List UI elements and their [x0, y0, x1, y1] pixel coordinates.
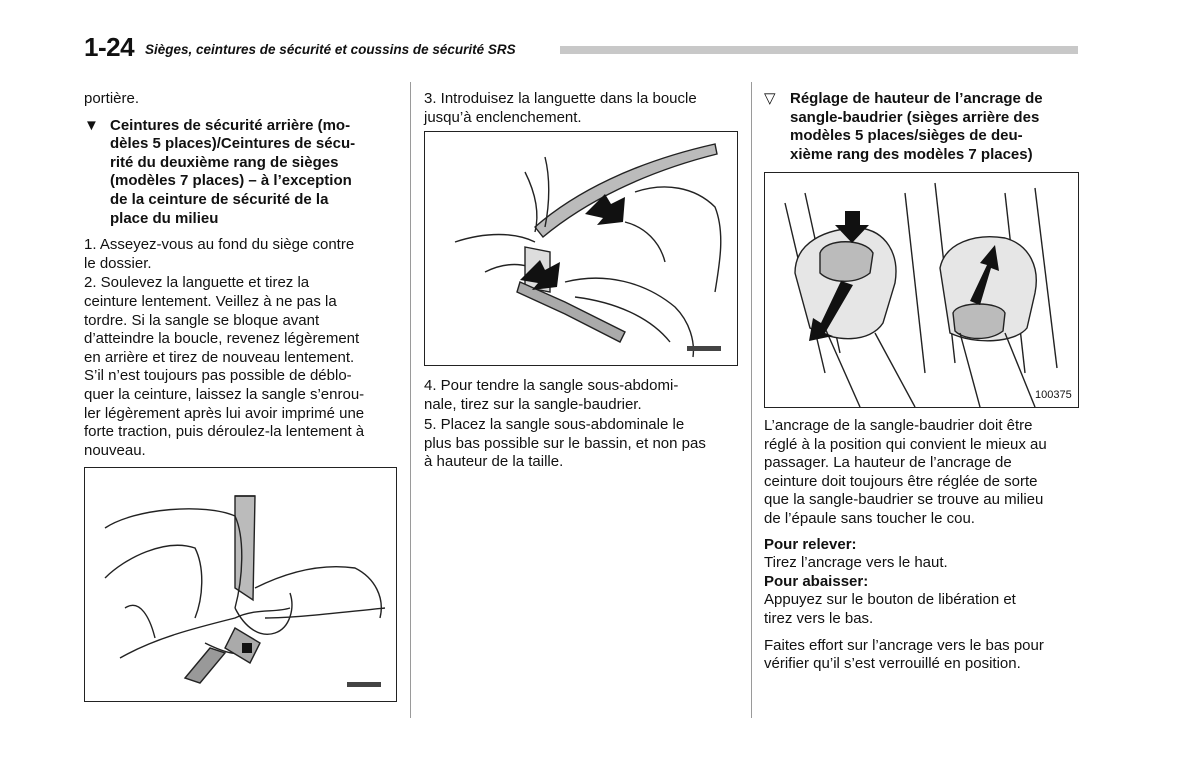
anchor-adjust-heading	[764, 90, 1080, 164]
column-2-lower	[424, 377, 738, 472]
text-line: que la sangle-baudrier se trouve au milieu	[764, 491, 1044, 509]
anchor-adjust-drawing	[765, 173, 1078, 407]
figure-code-mark	[687, 346, 721, 351]
text-line: Appuyez sur le bouton de libération et	[764, 591, 1016, 609]
text-line: 3. Introduisez la languette dans la boucle	[424, 90, 697, 107]
heading-line: xième rang des modèles 7 places)	[790, 145, 1033, 163]
text-line: forte traction, puis déroulez-la lentement à	[84, 423, 365, 441]
text-line: ceinture lentement. Veillez à ne pas la	[84, 292, 337, 310]
belt-pull-drawing	[85, 468, 396, 701]
step-5	[424, 416, 738, 472]
text-line: 1. Asseyez-vous au fond du siège contre	[84, 236, 355, 254]
illustration-inserting-tongue	[424, 131, 738, 366]
heading-line: de la ceinture de sécurité de la	[110, 190, 329, 208]
text-line: ceinture doit toujours être réglée de sorte	[764, 472, 1038, 490]
text-line: passager. La hauteur de l’ancrage de	[764, 454, 1012, 472]
heading-line: place du milieu	[110, 209, 219, 227]
section-title: Sièges, ceintures de sécurité et coussins de sécurité SRS	[145, 42, 516, 57]
final-check	[764, 637, 1080, 674]
illustration-pulling-belt	[84, 467, 397, 702]
anchor-paragraph	[764, 417, 1080, 529]
text-line: jusqu’à enclenchement.	[424, 108, 582, 126]
text-line: réglé à la position qui convient le mieux au	[764, 435, 1047, 453]
text-line: 4. Pour tendre la sangle sous-abdomi-	[424, 377, 679, 394]
text-line: de l’épaule sans toucher le cou.	[764, 509, 975, 527]
text-line: ler légèrement après lui avoir imprimé une	[84, 404, 365, 422]
text-line: nale, tirez sur la sangle-baudrier.	[424, 395, 642, 413]
text-line: d’atteindre la boucle, revenez légèrement	[84, 330, 360, 348]
figure-code: 100375	[1035, 389, 1072, 401]
step-2	[84, 274, 396, 460]
text-line: en arrière et tirez de nouveau lentement.	[84, 348, 355, 366]
step-4	[424, 377, 738, 414]
heading-line: modèles 5 places/sièges de deu-	[790, 127, 1023, 145]
rear-belts-heading	[84, 117, 396, 229]
text-line: tordre. Si la sangle se bloque avant	[84, 311, 320, 329]
column-3	[764, 90, 1080, 164]
heading-line: sangle-baudrier (sièges arrière des	[790, 108, 1040, 126]
lower-label: Pour abaisser:	[764, 572, 869, 590]
heading-line: rité du deuxième rang de sièges	[110, 153, 339, 171]
text-line: S’il n’est toujours pas possible de déblo-	[84, 367, 352, 385]
column-1	[84, 90, 396, 460]
text-line: 5. Placez la sangle sous-abdominale le	[424, 416, 685, 434]
page-number: 1-24	[84, 32, 135, 62]
column-divider-1	[410, 82, 411, 718]
illustration-anchor-adjustment	[764, 172, 1079, 408]
text-line: plus bas possible sur le bassin, et non pas	[424, 434, 706, 452]
text-line: le dossier.	[84, 254, 152, 272]
text-line: vérifier qu’il s’est verrouillé en position.	[764, 655, 1021, 673]
column-3-lower	[764, 417, 1080, 674]
raise-label: Pour relever:	[764, 535, 857, 553]
text-line: Faites effort sur l’ancrage vers le bas pour	[764, 636, 1044, 654]
step-3	[424, 90, 738, 127]
raise-text: Tirez l’ancrage vers le haut.	[764, 554, 948, 572]
text-line: L’ancrage de la sangle-baudrier doit être	[764, 417, 1033, 434]
buckle-button	[242, 643, 252, 653]
column-divider-2	[751, 82, 752, 718]
heading-line: Réglage de hauteur de l’ancrage de	[790, 90, 1043, 107]
tongue-insert-drawing	[425, 132, 737, 365]
text-line: à hauteur de la taille.	[424, 453, 564, 471]
filled-triangle-icon: ▼	[84, 116, 99, 134]
continuation-text: portière.	[84, 90, 140, 107]
heading-line: Ceintures de sécurité arrière (mo-	[110, 116, 351, 134]
lower-text	[764, 591, 1080, 628]
outline-triangle-icon: ▽	[764, 90, 776, 107]
figure-code-mark	[347, 682, 381, 687]
text-line: nouveau.	[84, 441, 146, 459]
heading-line: dèles 5 places)/Ceintures de sécu-	[110, 135, 356, 153]
text-line: quer la ceinture, laissez la sangle s’enrou-	[84, 385, 365, 403]
header-rule	[560, 46, 1078, 54]
column-2	[424, 90, 738, 127]
text-line: 2. Soulevez la languette et tirez la	[84, 274, 310, 292]
heading-line: (modèles 7 places) – à l’exception	[110, 172, 352, 190]
text-line: tirez vers le bas.	[764, 609, 874, 627]
step-1	[84, 236, 396, 273]
